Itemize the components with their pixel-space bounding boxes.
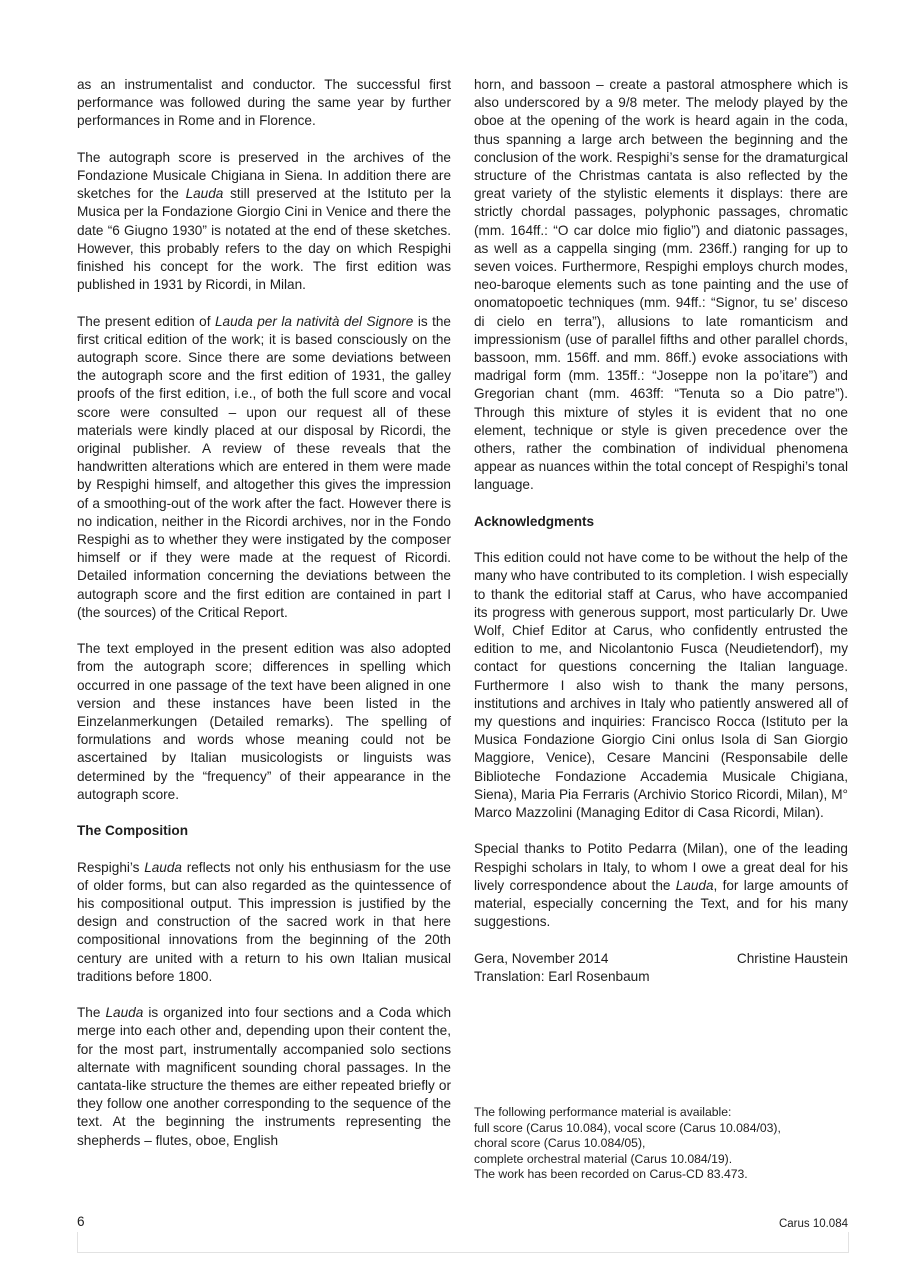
paragraph-lauda-reflects: Respighi’s Lauda reflects not only his enthusiasm for the use of older forms, but can also regarded as the quintessence of his compositional output. This impression is justified by the design and construction of the sacred work in that here compositional innovations from the beginning of the 20th century are united with a return to his own Italian musical traditions before 1800. <box>77 859 451 984</box>
paragraph-text-employed: The text employed in the present edition was also adopted from the autograph score; differences in spelling which occurred in one passage of the text have been aligned in one version and these instances have been listed in the Einzelanmerkungen (Detailed remarks). The spelling of formulations and words whose meaning could not be ascertained by Italian musicologists or linguists was determined by the “frequency” of their appearance in the autograph score. <box>77 641 451 802</box>
left-column <box>77 76 451 1168</box>
performance-line: The following performance material is available: <box>474 1105 732 1119</box>
paragraph-special-thanks: Special thanks to Potito Pedarra (Milan), one of the leading Respighi scholars in Italy, to whom I owe a great deal for his lively correspondence about the Lauda, for large amounts of material, especially concerning the Text, and for his many suggestions. <box>474 841 848 930</box>
heading-composition: The Composition <box>77 823 189 839</box>
italic-title: Lauda <box>675 877 714 893</box>
heading-acknowledgments: Acknowledgments <box>474 513 595 529</box>
italic-title: Lauda <box>185 186 224 202</box>
paragraph-thanks: This edition could not have come to be without the help of the many who have contributed to its completion. I wish especially to thank the editorial staff at Carus, who have accompanied its progress with generous support, most particularly Dr. Uwe Wolf, Chief Editor at Carus, who confidently entrusted the edition to me, and Nicolantonio Fusca (Neudietendorf), my contact for questions concerning the Italian language. Furthermore I also wish to thank the many persons, institutions and archives in Italy who patiently answered all of my questions and inquiries: Francisco Rocca (Istituto per la Musica Fondazione Giorgio Cini onlus Isola di San Giorgio Maggiore, Venice), Cesare Mancini (Responsabile delle Biblioteche Fondazione Accademia Musicale Chigiana, Siena), Maria Pia Ferraris (Archivio Storico Ricordi, Milan), M° Marco Mazzolini (Managing Editor di Casa Ricordi, Milan). <box>474 550 849 821</box>
paragraph-pastoral: horn, and bassoon – create a pastoral atmosphere which is also underscored by a 9/8 meter. The melody played by the oboe at the opening of the work is heard again in the coda, thus spanning a large arch between the beginning and the conclusion of the work. Respighi’s sense for the dramaturgical structure of the Christmas cantata is also reflected by the great variety of the stylistic elements it displays: there are strictly chordal passages, polyphonic passages, chromatic (mm. 164ff.: “O car dolce mio figlio”) and diatonic passages, as well as a cappella singing (mm. 236ff.) ranging for up to seven voices. Furthermore, Respighi employs church modes, neo-baroque elements such as tone painting and the use of onomatopoetic techniques (mm. 94ff.: “Signor, tu se’ disceso di cielo en terra”), allusions to late romanticism and impressionism (use of parallel fifths and other parallel chords, bassoon, mm. 156ff. and mm. 86ff.) evoke associations with madrigal form (mm. 135ff.: “Joseppe non la po’itare”) and Gregorian chant (mm. 463ff: “Tenuta so a Dio patre”). Through this mixture of styles it is evident that no one element, technique or style is given precedence over the others, rather the combination of individual phenomena appear as nuances within the total concept of Respighi’s tonal language. <box>474 77 848 493</box>
paragraph-autograph-score: The autograph score is preserved in the archives of the Fondazione Musicale Chigiana in Siena. In addition there are sketches for the Lauda still preserved at the Istituto per la Musica per la Fondazione Giorgio Cini in Venice and there the date “6 Giugno 1930” is notated at the end of these sketches. However, this probably refers to the day on which Respighi finished his concept for the work. The first edition was published in 1931 by Ricordi, in Milan. <box>77 149 451 293</box>
italic-title: Lauda per la natività del Signore <box>214 313 414 329</box>
performance-line: full score (Carus 10.084), vocal score (Carus 10.084/03), <box>474 1120 781 1135</box>
paragraph-present-edition: The present edition of Lauda per la natività del Signore is the first critical edition of the work; it is based consciously on the autograph score. Since there are some deviations between the autograph score and the first edition of 1931, the galley proofs of the first edition, i.e., of both the full score and vocal score were consulted – upon our request all of these materials were kindly placed at our disposal by Ricordi, the original publisher. A review of these reveals that the handwritten alterations which are entered in them were made by Respighi himself, and altogether this gives the impression of a smoothing-out of the work after the fact. However there is no indication, neither in the Ricordi archives, nor in the Fondo Respighi as to whether they were instigated by the composer himself or if they were made at the request of Ricordi. Detailed information concerning the deviations between the autograph score and the first edition are contained in part I (the sources) of the Critical Report. <box>77 313 451 620</box>
performance-line: choral score (Carus 10.084/05), <box>474 1136 646 1151</box>
catalog-reference: Carus 10.084 <box>778 1218 848 1230</box>
italic-title: Lauda <box>105 1005 144 1021</box>
performance-material-note <box>474 1105 854 1183</box>
right-column <box>474 76 848 986</box>
paragraph-lauda-organized: The Lauda is organized into four sections and a Coda which merge into each other and, depending upon their content the, for the most part, instrumentally accompanied solo sections alternate with magnificent sounding choral passages. In the cantata-like structure the themes are either repeated briefly or they follow one another corresponding to the sequence of the text. At the beginning the instruments representing the shepherds – flutes, oboe, English <box>77 1005 452 1148</box>
performance-line: complete orchestral material (Carus 10.084/19). <box>474 1151 733 1166</box>
author-name: Christine Haustein <box>736 950 848 966</box>
performance-line: The work has been recorded on Carus-CD 83.473. <box>474 1167 748 1182</box>
place-date: Gera, November 2014 <box>474 950 609 966</box>
signature-row <box>474 950 848 968</box>
italic-title: Lauda <box>144 859 182 875</box>
paragraph-performances: as an instrumentalist and conductor. The successful first performance was followed during the same year by further performances in Rome and in Florence. <box>77 77 451 129</box>
footer-frame <box>77 1232 849 1253</box>
translation-credit: Translation: Earl Rosenbaum <box>474 968 650 984</box>
page-number: 6 <box>77 1214 85 1229</box>
